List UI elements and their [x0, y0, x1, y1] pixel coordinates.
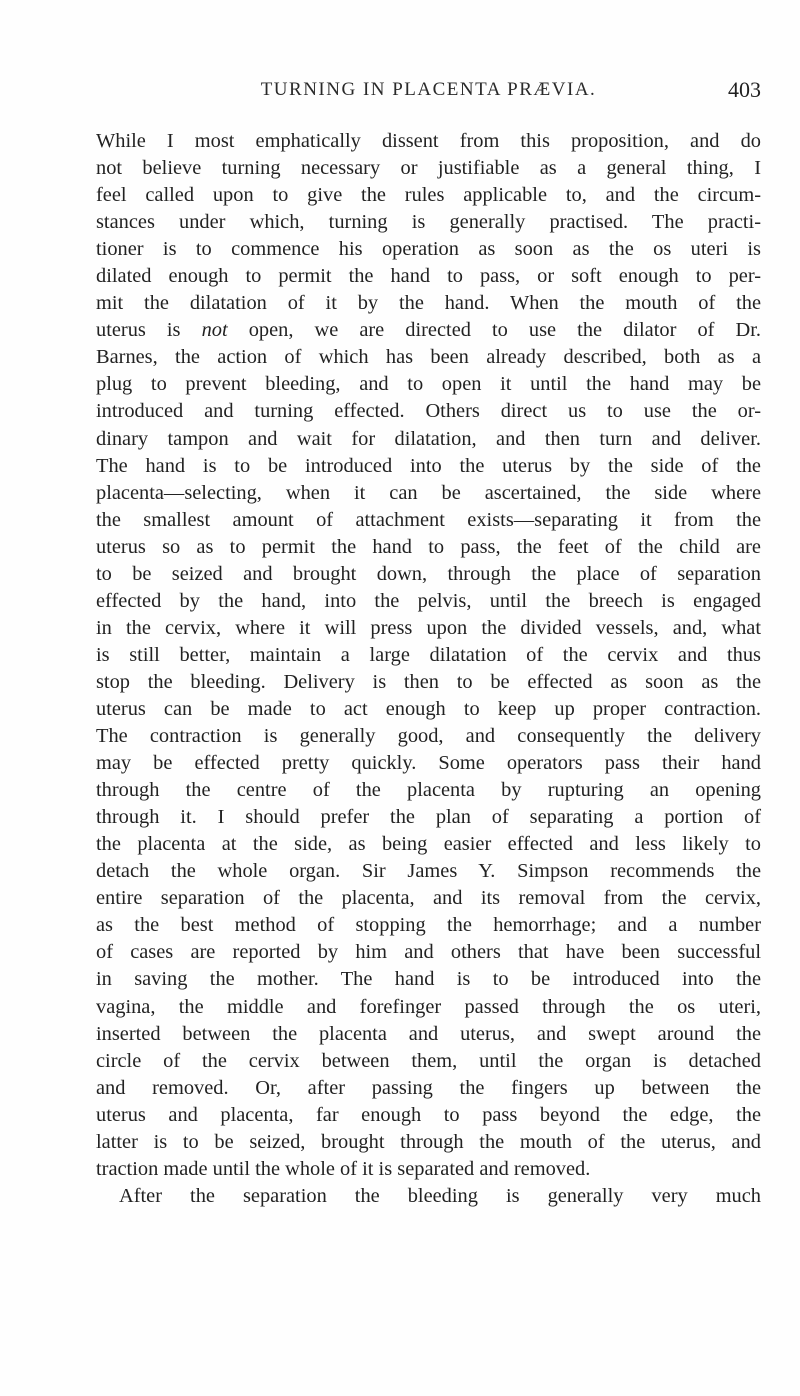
page-number: 403	[728, 77, 761, 102]
text-line: uterus so as to permit the hand to pass, the feet of the child are	[96, 535, 761, 558]
text-line: through the centre of the placenta by rupturing an opening	[96, 779, 761, 802]
text-line: as the best method of stopping the hemorrhage; and a number	[96, 914, 761, 937]
text-line: feel called upon to give the rules applicable to, and the circum-	[96, 184, 761, 207]
text-line: latter is to be seized, brought through the mouth of the uterus, and	[96, 1130, 761, 1153]
text-line: The hand is to be introduced into the uterus by the side of the	[96, 454, 761, 477]
text-line: While I most emphatically dissent from this proposition, and do	[96, 130, 761, 152]
text-line: entire separation of the placenta, and its removal from the cervix,	[96, 887, 761, 910]
text-line: tioner is to commence his operation as soon as the os uteri is	[96, 238, 761, 261]
emphasis: not	[201, 319, 228, 342]
text-line: the placenta at the side, as being easier effected and less likely to	[96, 833, 761, 856]
text-line: inserted between the placenta and uterus, and swept around the	[96, 1022, 761, 1045]
body-paragraph	[96, 128, 761, 1210]
text-line: of cases are reported by him and others that have been successful	[96, 941, 761, 964]
text-line: uterus and placenta, far enough to pass beyond the edge, the	[96, 1103, 761, 1126]
running-head	[96, 79, 761, 109]
text-line: vagina, the middle and forefinger passed through the os uteri,	[96, 995, 761, 1018]
text-line: placenta—selecting, when it can be ascertained, the side where	[96, 481, 761, 504]
text-line: is still better, maintain a large dilatation of the cervix and thus	[96, 643, 761, 666]
text-line: in the cervix, where it will press upon the divided vessels, and, what	[96, 616, 761, 639]
text-line: may be effected pretty quickly. Some operators pass their hand	[96, 752, 761, 775]
text-line: The contraction is generally good, and consequently the delivery	[96, 725, 761, 748]
running-title: TURNING IN PLACENTA PRÆVIA.	[260, 79, 597, 100]
text-line: circle of the cervix between them, until the organ is detached	[96, 1049, 761, 1072]
text-line: traction made until the whole of it is separated and removed.	[96, 1157, 591, 1180]
text-line: the smallest amount of attachment exists—separating it from the	[96, 508, 761, 531]
text-line: plug to prevent bleeding, and to open it until the hand may be	[96, 373, 761, 396]
text-line: to be seized and brought down, through the place of separation	[96, 562, 761, 585]
text-line: in saving the mother. The hand is to be introduced into the	[96, 968, 761, 991]
text-line: dinary tampon and wait for dilatation, and then turn and deliver.	[96, 427, 761, 450]
text-line: stances under which, turning is generally practised. The practi-	[96, 211, 761, 234]
text-line: Barnes, the action of which has been already described, both as a	[96, 346, 761, 369]
text-line: detach the whole organ. Sir James Y. Simpson recommends the	[96, 860, 761, 883]
text-line: uterus is not open, we are directed to use the dilator of Dr.	[96, 319, 761, 342]
text-line: mit the dilatation of it by the hand. When the mouth of the	[96, 292, 761, 315]
text-line: effected by the hand, into the pelvis, until the breech is engaged	[96, 589, 761, 612]
text-line: After the separation the bleeding is generally very much	[119, 1184, 761, 1207]
text-line: dilated enough to permit the hand to pass, or soft enough to per-	[96, 265, 761, 288]
text-line: stop the bleeding. Delivery is then to be effected as soon as the	[96, 670, 761, 693]
text-line: and removed. Or, after passing the fingers up between the	[96, 1076, 761, 1099]
text-line: through it. I should prefer the plan of separating a portion of	[96, 806, 761, 829]
text-line: introduced and turning effected. Others direct us to use the or-	[96, 400, 761, 423]
text-line: not believe turning necessary or justifiable as a general thing, I	[96, 157, 761, 180]
text-line: uterus can be made to act enough to keep up proper contraction.	[96, 697, 761, 720]
